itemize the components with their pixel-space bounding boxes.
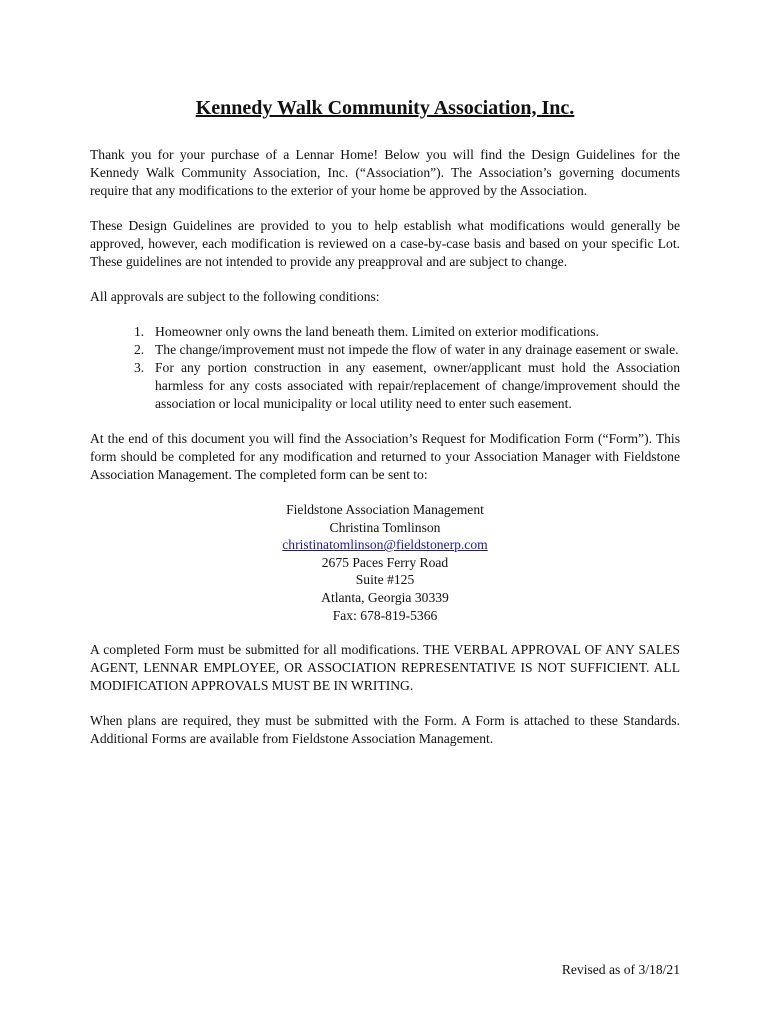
condition-text: Homeowner only owns the land beneath them. Limited on exterior modifications. (155, 324, 599, 339)
revision-date: Revised as of 3/18/21 (561, 962, 680, 977)
submission-paragraph: A completed Form must be submitted for all modifications. THE VERBAL APPROVAL OF ANY SALES AGENT, LENNAR EMPLOYEE, OR ASSOCIATION REPRESENTATIVE IS NOT SUFFICIENT. ALL MODIFICATION APPROVALS MUST BE IN WRITING. (90, 642, 680, 694)
address-street: 2675 Paces Ferry Road (321, 554, 449, 570)
address-email-link[interactable]: christinatomlinson@fieldstonerp.com (282, 537, 488, 553)
condition-text: For any portion construction in any easement, owner/applicant must hold the Association harmless for any costs associated with repair/replacement of change/improvement should the association or local municipality or local utility need to enter such easement. (155, 360, 680, 411)
condition-number: 1. (134, 324, 145, 339)
document-title: Kennedy Walk Community Association, Inc. (195, 97, 575, 119)
mailing-address (90, 501, 680, 624)
address-fax: Fax: 678-819-5366 (332, 607, 438, 623)
conditions-intro: All approvals are subject to the following conditions: (90, 289, 380, 304)
address-company: Fieldstone Association Management (286, 502, 484, 517)
condition-item (90, 323, 680, 341)
intro-paragraph: Thank you for your purchase of a Lennar Home! Below you will find the Design Guidelines for the Kennedy Walk Community Association, Inc. (“Association”). The Association’s governing documents require that any modifications to the exterior of your home be approved by the Association. (90, 147, 680, 198)
conditions-list (90, 323, 680, 413)
form-paragraph: At the end of this document you will find the Association’s Request for Modification Form (“Form”). This form should be completed for any modification and returned to your Association Manager with Fieldstone Association Management. The completed form can be sent to: (90, 431, 680, 482)
condition-item (90, 341, 680, 359)
condition-text: The change/improvement must not impede the flow of water in any drainage easement or swale. (155, 342, 679, 357)
guidelines-paragraph: These Design Guidelines are provided to you to help establish what modifications would generally be approved, however, each modification is reviewed on a case-by-case basis and based on your specific Lot. These guidelines are not intended to provide any preapproval and are subject to change. (90, 218, 680, 269)
address-suite: Suite #125 (355, 572, 415, 588)
condition-number: 2. (134, 342, 145, 357)
address-city-state-zip: Atlanta, Georgia 30339 (321, 589, 449, 605)
condition-item (90, 359, 680, 413)
plans-paragraph: When plans are required, they must be submitted with the Form. A Form is attached to these Standards. Additional Forms are available from Fieldstone Association Management. (90, 713, 680, 747)
address-contact: Christina Tomlinson (329, 519, 441, 535)
condition-number: 3. (134, 360, 145, 375)
